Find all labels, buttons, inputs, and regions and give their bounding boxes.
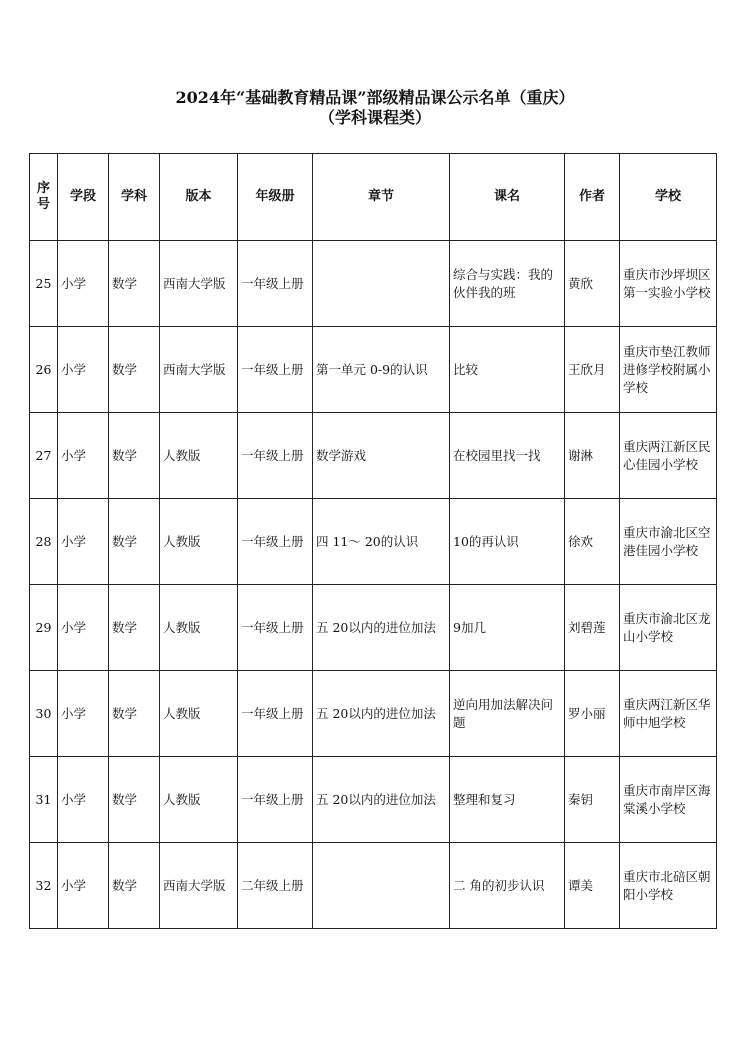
cell-author: 刘碧莲	[565, 585, 620, 671]
cell-chapter: 五 20以内的进位加法	[313, 757, 450, 843]
cell-grade: 一年级上册	[238, 585, 313, 671]
table-row	[30, 585, 717, 671]
cell-school: 重庆市渝北区龙山小学校	[620, 585, 717, 671]
table-row	[30, 757, 717, 843]
cell-course: 在校园里找一找	[450, 413, 565, 499]
table-row	[30, 671, 717, 757]
cell-grade: 二年级上册	[238, 843, 313, 929]
cell-stage: 小学	[58, 327, 109, 413]
cell-author: 秦钥	[565, 757, 620, 843]
cell-edition: 人教版	[160, 757, 238, 843]
table-row	[30, 843, 717, 929]
cell-grade: 一年级上册	[238, 241, 313, 327]
cell-stage: 小学	[58, 671, 109, 757]
cell-chapter: 四 11～ 20的认识	[313, 499, 450, 585]
cell-edition: 西南大学版	[160, 241, 238, 327]
cell-school: 重庆两江新区民心佳园小学校	[620, 413, 717, 499]
cell-edition: 人教版	[160, 499, 238, 585]
cell-stage: 小学	[58, 585, 109, 671]
cell-edition: 人教版	[160, 585, 238, 671]
table-row	[30, 413, 717, 499]
cell-subject: 数学	[109, 843, 160, 929]
cell-no: 29	[30, 585, 58, 671]
cell-subject: 数学	[109, 757, 160, 843]
cell-school: 重庆市沙坪坝区第一实验小学校	[620, 241, 717, 327]
cell-school: 重庆市垫江教师进修学校附属小学校	[620, 327, 717, 413]
cell-chapter	[313, 241, 450, 327]
cell-grade: 一年级上册	[238, 671, 313, 757]
cell-subject: 数学	[109, 585, 160, 671]
cell-stage: 小学	[58, 413, 109, 499]
cell-grade: 一年级上册	[238, 327, 313, 413]
cell-author: 徐欢	[565, 499, 620, 585]
cell-course: 比较	[450, 327, 565, 413]
cell-author: 谭美	[565, 843, 620, 929]
header-chapter: 章节	[313, 154, 450, 241]
cell-edition: 西南大学版	[160, 327, 238, 413]
document-title	[0, 88, 750, 128]
cell-chapter: 五 20以内的进位加法	[313, 585, 450, 671]
header-course: 课名	[450, 154, 565, 241]
cell-course: 10的再认识	[450, 499, 565, 585]
cell-edition: 西南大学版	[160, 843, 238, 929]
header-school: 学校	[620, 154, 717, 241]
header-subject: 学科	[109, 154, 160, 241]
cell-no: 26	[30, 327, 58, 413]
title-main: 2024年“基础教育精品课”部级精品课公示名单（重庆）	[175, 88, 575, 107]
cell-course: 二 角的初步认识	[450, 843, 565, 929]
cell-author: 谢淋	[565, 413, 620, 499]
cell-no: 31	[30, 757, 58, 843]
cell-subject: 数学	[109, 413, 160, 499]
cell-grade: 一年级上册	[238, 757, 313, 843]
cell-subject: 数学	[109, 671, 160, 757]
cell-stage: 小学	[58, 499, 109, 585]
cell-no: 27	[30, 413, 58, 499]
cell-school: 重庆市南岸区海棠溪小学校	[620, 757, 717, 843]
cell-author: 王欣月	[565, 327, 620, 413]
course-table	[29, 153, 717, 929]
cell-no: 30	[30, 671, 58, 757]
header-no: 序号	[30, 154, 58, 241]
cell-course: 逆向用加法解决问题	[450, 671, 565, 757]
cell-school: 重庆两江新区华师中旭学校	[620, 671, 717, 757]
table-row	[30, 327, 717, 413]
cell-no: 25	[30, 241, 58, 327]
cell-course: 综合与实践：我的伙伴我的班	[450, 241, 565, 327]
cell-chapter: 数学游戏	[313, 413, 450, 499]
cell-grade: 一年级上册	[238, 413, 313, 499]
cell-edition: 人教版	[160, 671, 238, 757]
cell-author: 罗小丽	[565, 671, 620, 757]
cell-no: 28	[30, 499, 58, 585]
table-row	[30, 499, 717, 585]
cell-stage: 小学	[58, 843, 109, 929]
cell-no: 32	[30, 843, 58, 929]
cell-subject: 数学	[109, 499, 160, 585]
cell-edition: 人教版	[160, 413, 238, 499]
cell-subject: 数学	[109, 241, 160, 327]
cell-stage: 小学	[58, 757, 109, 843]
cell-school: 重庆市渝北区空港佳园小学校	[620, 499, 717, 585]
table-row	[30, 241, 717, 327]
cell-school: 重庆市北碚区朝阳小学校	[620, 843, 717, 929]
header-edition: 版本	[160, 154, 238, 241]
header-author: 作者	[565, 154, 620, 241]
header-row	[30, 154, 717, 241]
cell-chapter: 五 20以内的进位加法	[313, 671, 450, 757]
title-sub: （学科课程类）	[318, 108, 431, 127]
header-stage: 学段	[58, 154, 109, 241]
header-grade: 年级册	[238, 154, 313, 241]
cell-course: 整理和复习	[450, 757, 565, 843]
cell-chapter: 第一单元 0-9的认识	[313, 327, 450, 413]
cell-grade: 一年级上册	[238, 499, 313, 585]
cell-stage: 小学	[58, 241, 109, 327]
cell-author: 黄欣	[565, 241, 620, 327]
cell-course: 9加几	[450, 585, 565, 671]
cell-subject: 数学	[109, 327, 160, 413]
cell-chapter	[313, 843, 450, 929]
